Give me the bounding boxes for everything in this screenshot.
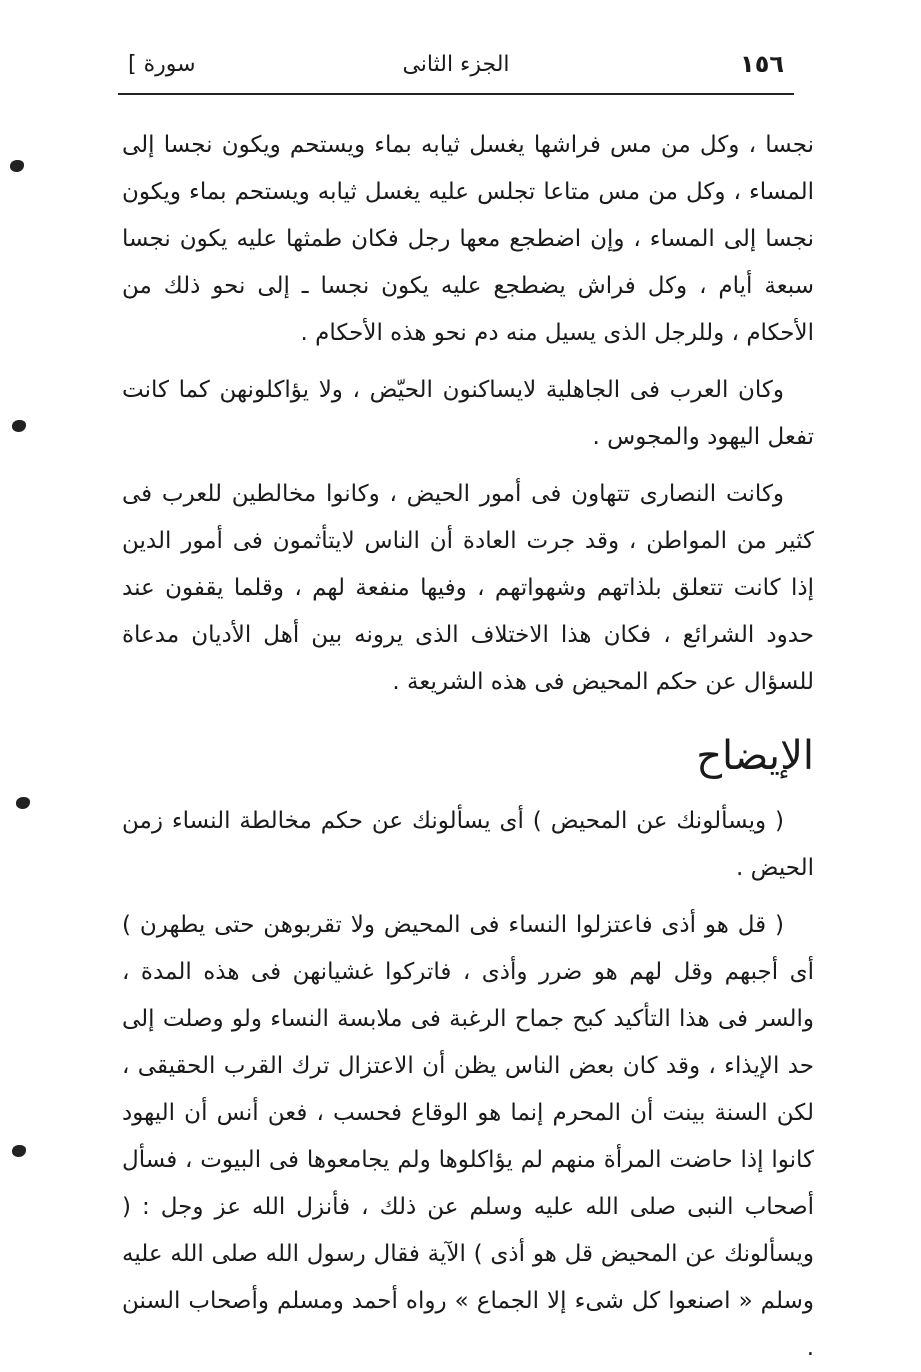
page-number: ١٥٦ (740, 50, 784, 78)
section-heading: الإيضاح (696, 733, 814, 779)
margin-speck (10, 160, 24, 172)
header-rule (118, 93, 794, 95)
paragraph-2: وكان العرب فى الجاهلية لايساكنون الحيّض ، ولا يؤاكلونهن كما كانت تفعل اليهود والمجوس . (122, 377, 814, 450)
body-text (122, 122, 814, 1372)
explanation-paragraph-1: ( ويسألونك عن المحيض ) أى يسألونك عن حكم مخالطة النساء زمن الحيض . (122, 808, 814, 881)
page-header (118, 48, 794, 88)
margin-speck (12, 1145, 26, 1157)
surah-label: سورة ] (128, 52, 196, 77)
paragraph-1: نجسا ، وكل من مس فراشها يغسل ثيابه بماء ويستحم ويكون نجسا إلى المساء ، وكل من مس متاعا تجلس عليه يغسل ثيابه ويستحم بماء ويكون نجسا إلى المساء ، وإن اضطجع معها رجل فكان طمثها عليه يكون نجسا سبعة أيام ، وكل فراش يضطجع عليه يكون نجسا ـ إلى نحو ذلك من الأحكام ، وللرجل الذى يسيل منه دم نحو هذه الأحكام . (122, 132, 814, 346)
part-title: الجزء الثانى (402, 52, 510, 77)
paragraph-3: وكانت النصارى تتهاون فى أمور الحيض ، وكانوا مخالطين للعرب فى كثير من المواطن ، وقد جرت العادة أن الناس لايتأثمون فى أمور الدين إذا كانت تتعلق بلذاتهم وشهواتهم ، وفيها منفعة لهم ، وقلما يقفون عند حدود الشرائع ، فكان هذا الاختلاف الذى يرونه بين أهل الأديان مدعاة للسؤال عن حكم المحيض فى هذه الشريعة . (122, 481, 814, 695)
explanation-paragraph-2: ( قل هو أذى فاعتزلوا النساء فى المحيض ولا تقربوهن حتى يطهرن ) أى أجبهم وقل لهم هو ضرر وأذى ، فاتركوا غشيانهن فى هذه المدة ، والسر فى هذا التأكيد كبح جماح الرغبة فى ملابسة النساء ولو وصلت إلى حد الإيذاء ، وقد كان بعض الناس يظن أن الاعتزال ترك القرب الحقيقى ، لكن السنة بينت أن المحرم إنما هو الوقاع فحسب ، فعن أنس أن اليهود كانوا إذا حاضت المرأة منهم لم يؤاكلوها ولم يجامعوها فى البيوت ، فسأل أصحاب النبى صلى الله عليه وسلم عن ذلك ، فأنزل الله عز وجل : ( ويسألونك عن المحيض قل هو أذى ) الآية فقال رسول الله صلى الله عليه وسلم « اصنعوا كل شىء إلا الجماع » رواه أحمد ومسلم وأصحاب السنن . (122, 912, 814, 1361)
margin-speck (12, 420, 26, 432)
margin-speck (16, 797, 30, 809)
